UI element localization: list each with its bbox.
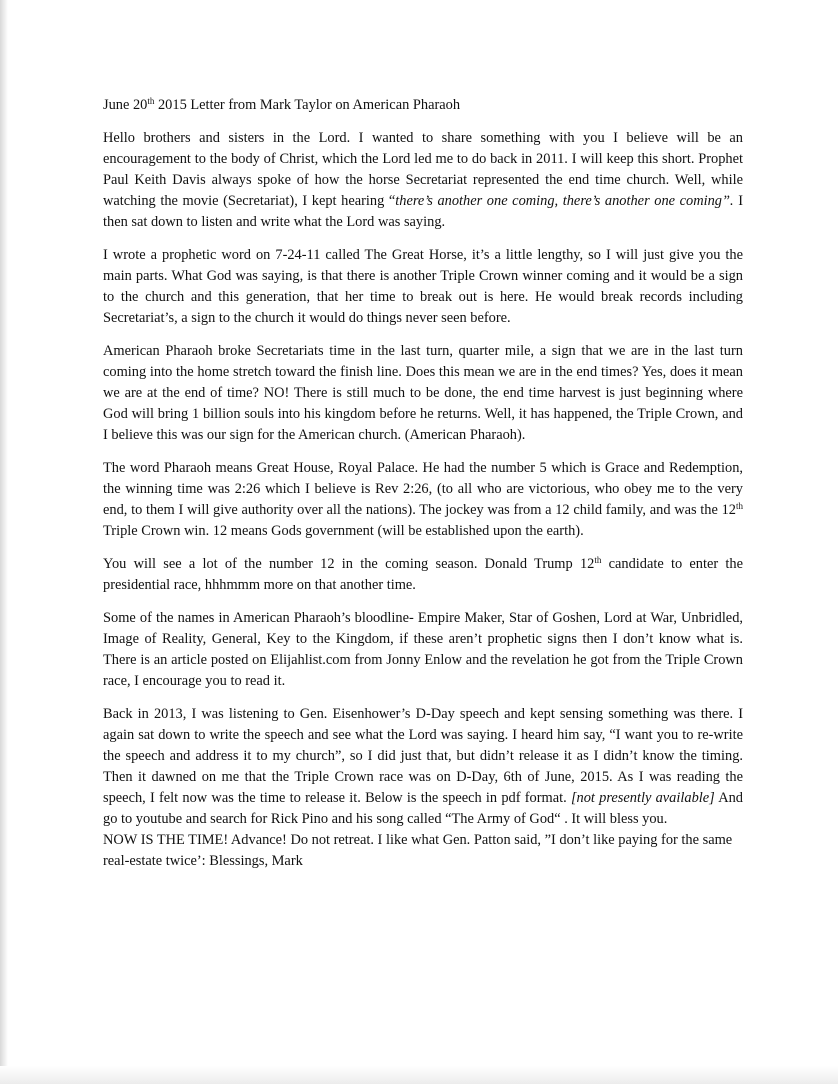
page-shadow-bottom: [0, 1066, 838, 1084]
paragraph-greeting: [103, 128, 743, 233]
greeting-text: Hello brothers and sisters in the Lord. I wanted to share something with you I believe will be an encouragement to the body of Christ, which the Lord led me to do back in 2011. I will keep this short. Prophet Paul Keith Davis always spoke of how the horse Secretariat represented the end time church. Well, while watching the movie (Secretariat), I kept hearing “: [103, 130, 743, 209]
title-date: June 20: [103, 97, 148, 113]
page-shadow-left: [0, 0, 8, 1084]
quoted-phrase: there’s another one coming, there’s another one coming”.: [395, 193, 734, 209]
letter-title: [103, 95, 743, 116]
twelve-text: You will see a lot of the number 12 in the coming season. Donald Trump 12: [103, 556, 595, 572]
letter-page: [103, 95, 743, 884]
paragraph-d-day: [103, 704, 743, 830]
d-day-text-end: And go to youtube and search for Rick Pino and his song called “The Army of God“ . It will bless you.: [103, 790, 743, 827]
title-date-suffix: th: [147, 96, 155, 106]
paragraph-last-turn: American Pharaoh broke Secretariats time in the last turn, quarter mile, a sign that we are in the last turn coming into the home stretch toward the finish line. Does this mean we are in the end times? Yes, does it mean we are at the end of time? NO! There is still much to be done, the end time harvest is just beginning where God will bring 1 billion souls into his kingdom before he returns. Well, it has happened, the Triple Crown, and I believe this was our sign for the American church. (American Pharaoh).: [103, 343, 743, 443]
greeting-text-end: I then sat down to listen and write what the Lord was saying.: [103, 193, 743, 230]
unavailable-note: [not presently available]: [570, 790, 715, 806]
twelve-text-end: candidate to enter the presidential race, hhhmmm more on that another time.: [103, 556, 744, 593]
paragraph-great-horse: I wrote a prophetic word on 7-24-11 called The Great Horse, it’s a little lengthy, so I will just give you the main parts. What God was saying, is that there is another Triple Crown winner coming and it would be a sign to the church and this generation, that her time to break out is here. He would break records including Secretariat’s, a sign to the church it would do things never seen before.: [103, 247, 743, 326]
paragraph-number-twelve: [103, 554, 743, 596]
d-day-text: Back in 2013, I was listening to Gen. Eisenhower’s D-Day speech and kept sensing something was there. I again sat down to write the speech and see what the Lord was saying. I heard him say, “I want you to re-write the speech and address it to my church”, so I did just that, but didn’t release it as I didn’t know the timing. Then it dawned on me that the Triple Crown race was on D-Day, 6th of June, 2015. As I was reading the speech, I felt now was the time to release it. Below is the speech in pdf format.: [103, 706, 743, 806]
pharaoh-text-end: Triple Crown win. 12 means Gods government (will be established upon the earth).: [103, 523, 584, 539]
ordinal-suffix: th: [594, 555, 602, 565]
pharaoh-text: The word Pharaoh means Great House, Royal Palace. He had the number 5 which is Grace and Redemption, the winning time was 2:26 which I believe is Rev 2:26, (to all who are victorious, who obey me to the very end, to them I will give authority over all the nations). The jockey was from a 12 child family, and was the 12: [103, 460, 743, 518]
ordinal-suffix: th: [735, 501, 743, 511]
paragraph-closing: NOW IS THE TIME! Advance! Do not retreat. I like what Gen. Patton said, ”I don’t like paying for the same real-estate twice’: Blessings, Mark: [103, 832, 733, 869]
title-text: 2015 Letter from Mark Taylor on American Pharaoh: [154, 97, 461, 113]
paragraph-pharaoh-meaning: [103, 458, 743, 542]
paragraph-bloodline: Some of the names in American Pharaoh’s bloodline- Empire Maker, Star of Goshen, Lord at War, Unbridled, Image of Reality, General, Key to the Kingdom, if these aren’t prophetic signs then I don’t know what is. There is an article posted on Elijahlist.com from Jonny Enlow and the revelation he got from the Triple Crown race, I encourage you to read it.: [103, 610, 743, 689]
